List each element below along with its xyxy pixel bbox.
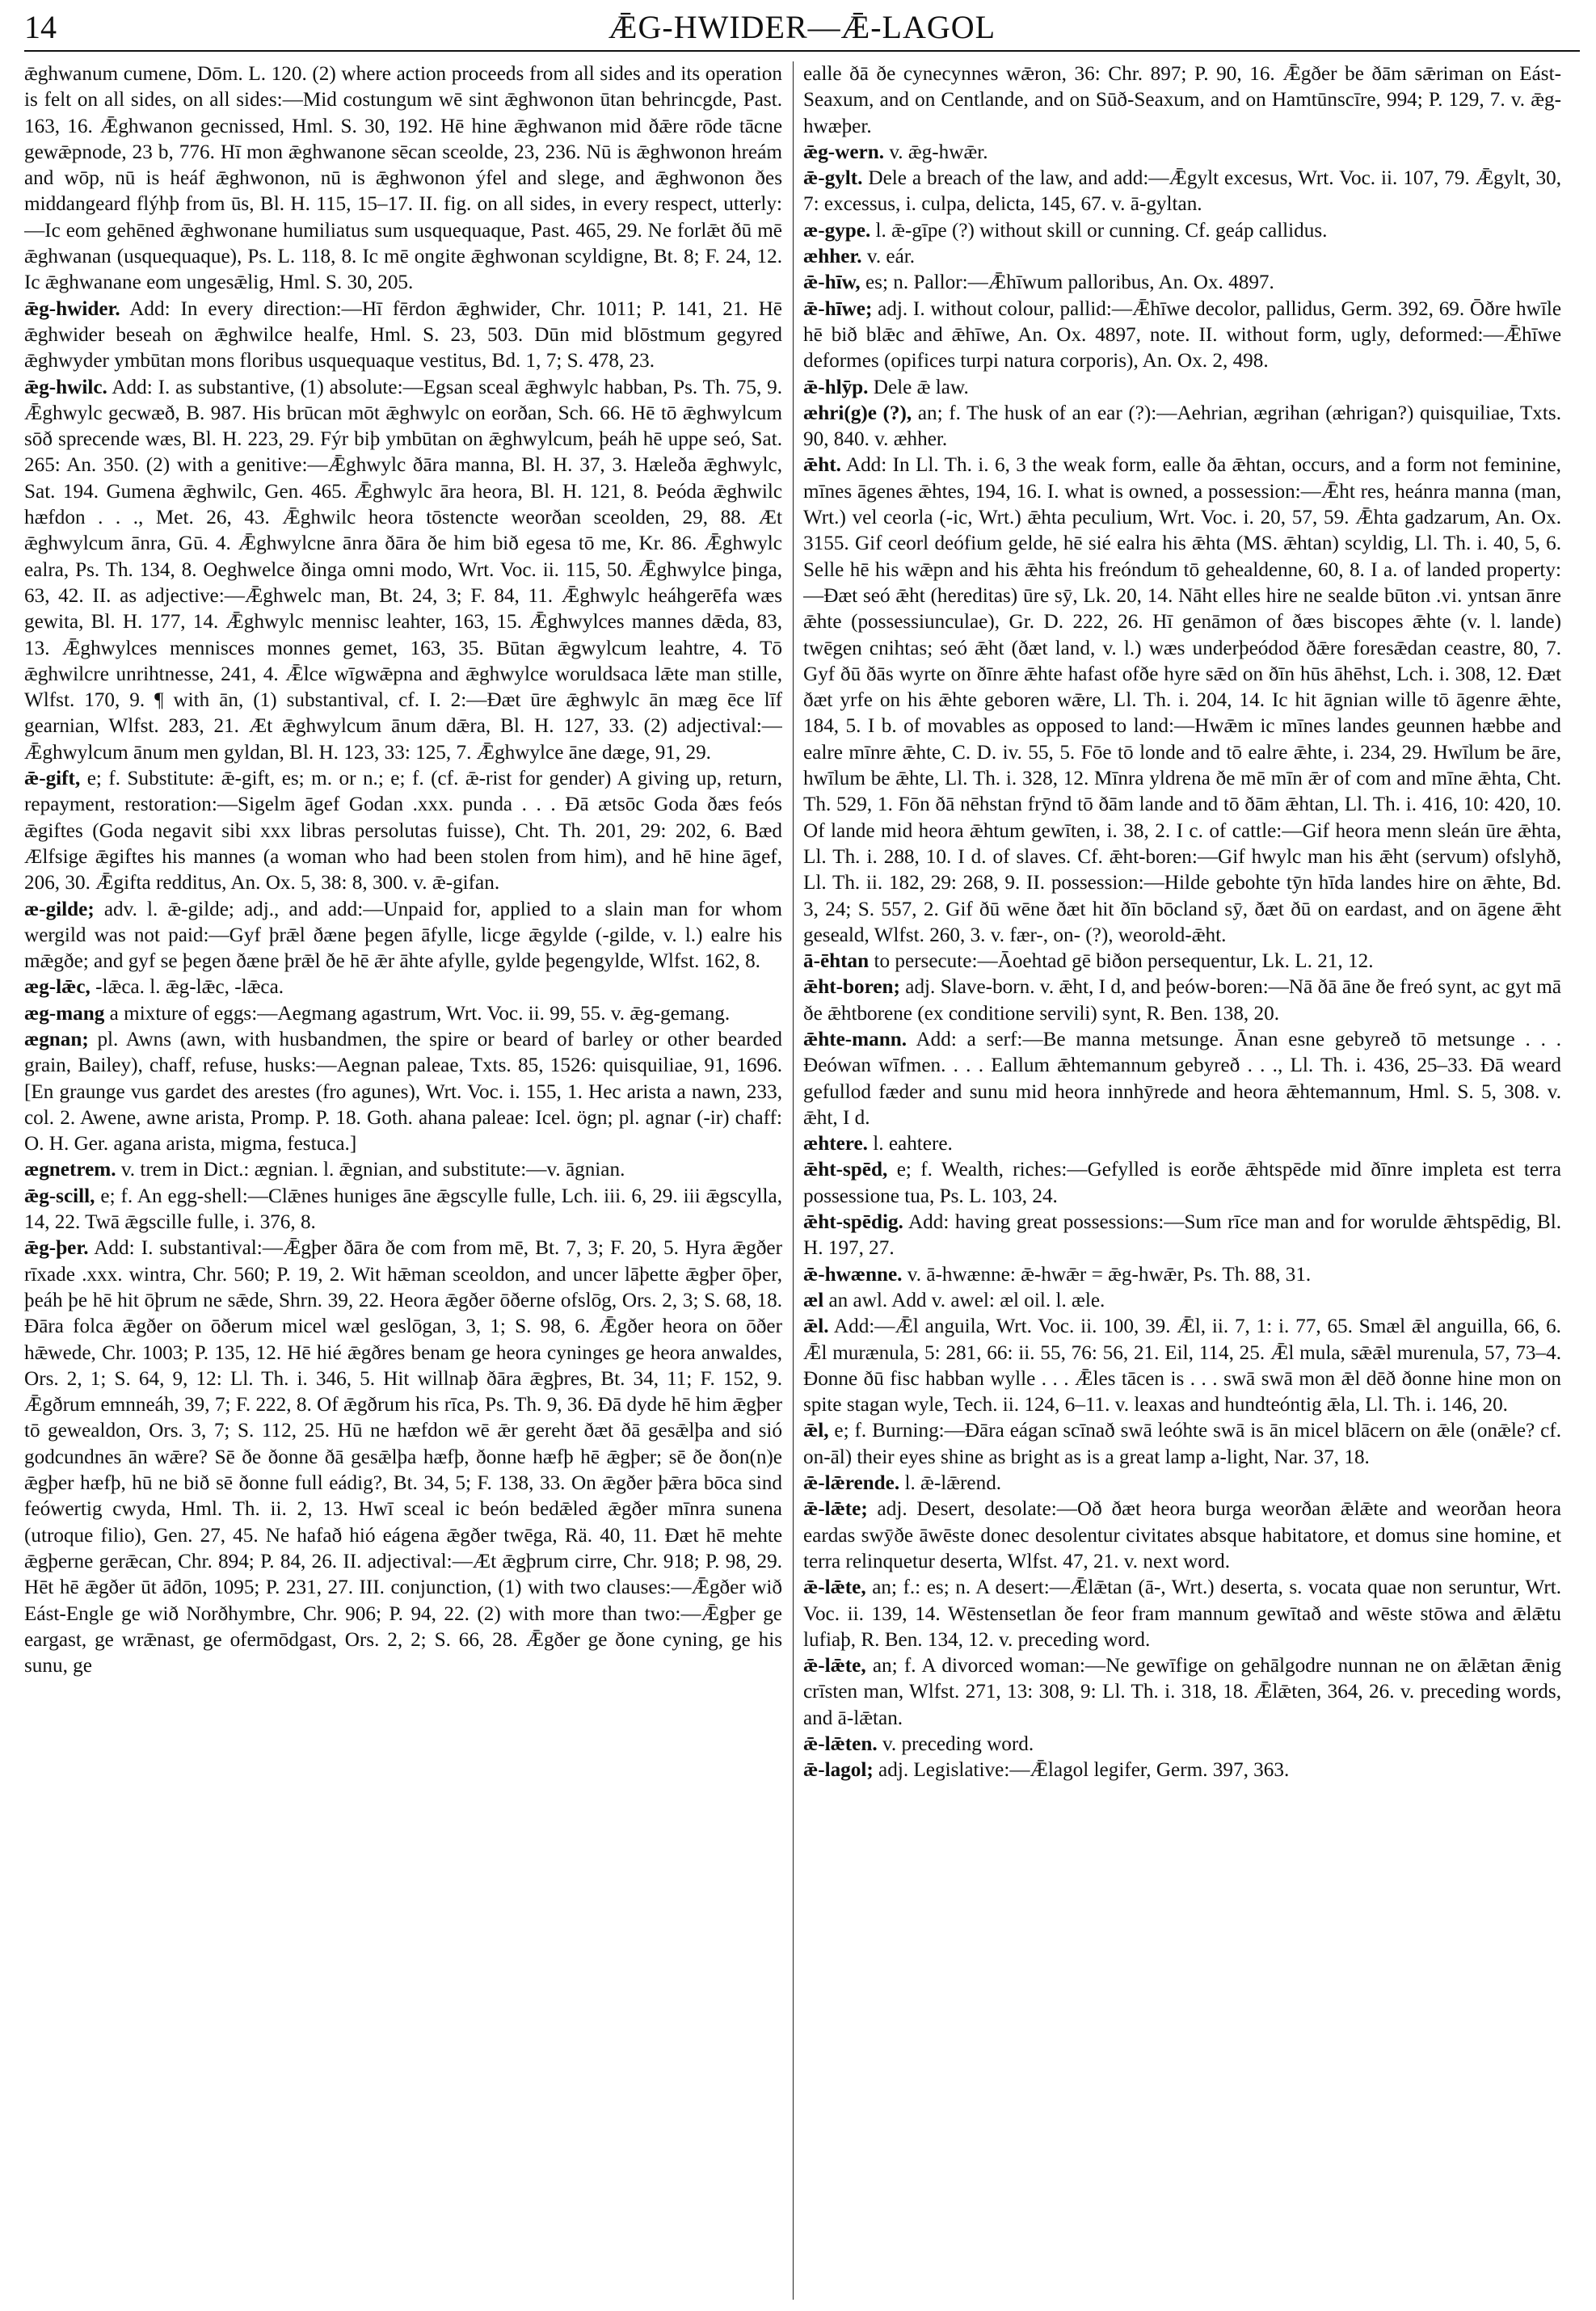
dictionary-entry (803, 1496, 1561, 1575)
entry-headword: ǣht-spēdig. (803, 1211, 903, 1234)
entry-headword: ægnetrem. (24, 1159, 116, 1181)
column-divider (793, 61, 794, 2300)
entry-text: v. trem in Dict.: ægnian. l. ǣgnian, and substitute:—v. āgnian. (120, 1159, 625, 1181)
dictionary-entry (24, 1235, 782, 1679)
entry-text: es; n. Pallor:—Ǣhīwum palloribus, An. Ox. 4897. (865, 272, 1274, 294)
entry-text: v. eár. (866, 246, 916, 268)
entry-text: v. ā-hwænne: ǣ-hwǣr = ǣg-hwǣr, Ps. Th. 88, 31. (907, 1263, 1312, 1286)
entry-headword: æ-gype. (803, 219, 871, 242)
dictionary-entry (24, 61, 782, 297)
entry-text: an; f. The husk of an ear (?):—Aehrian, ægrihan (æhrigan?) quisquiliae, Txts. 90, 840. v. æhher. (803, 402, 1561, 451)
entry-headword: ā-ēhtan (803, 950, 870, 973)
entry-headword: ǣhte-mann. (803, 1028, 907, 1050)
dictionary-entry (24, 1027, 782, 1157)
entry-headword: ǣht. (803, 454, 841, 477)
dictionary-entry (803, 949, 1561, 974)
entry-headword: ǣ-gylt. (803, 167, 863, 190)
entry-text: Add: a serf:—Be manna metsunge. Ānan esne gebyreð tō metsunge . . . Ðeówan wīfmen. . . . Eallum ǣhtemannum gebyreð . . ., Ll. Th. i. 436, 25–33. Ðā weard gefullod fæder and sunu mid heora innhȳrede and heora ǣhtemannum, Hml. S. 5, 308. v. ǣht, I d. (803, 1028, 1561, 1129)
entry-headword: æhtere. (803, 1133, 868, 1156)
entry-text: Dele a breach of the law, and add:—Ǣgylt excesus, Wrt. Voc. ii. 107, 79. Ǣgylt, 30, 7: excessus, i. culpa, delicta, 145, 67. v. ā-gyltan. (803, 167, 1561, 216)
dictionary-entry (803, 974, 1561, 1027)
entry-text: Add: I. as substantive, (1) absolute:—Egsan sceal ǣghwylc habban, Ps. Th. 75, 9. Ǣghwylc gecwæð, B. 987. His brūcan mōt ǣghwylc on eorðan, Sch. 66. Hē tō ǣghwylcum sōð sprecende wæs, Bl. H. 223, 29. Fýr biþ ymbūtan on ǣghwylcum, þeáh hē uppe seó, Sat. 265: An. 350. (2) with a genitive:—Ǣghwylc ðāra manna, Bl. H. 37, 3. Hæleða ǣghwylc, Sat. 194. Gumena ǣghwilc, Gen. 465. Ǣghwylc āra heora, Bl. H. 121, 8. Þeóda ǣghwilc hæfdon . . ., Met. 26, 43. Ǣghwilc heora tōstencte weorðan sceolden, 29, 88. Æt ǣghwylcum ānra, Gū. 4. Ǣghwylcne ānra ðāra ðe him bið egesa tō me, Kr. 86. Ǣghwylc ealra, Ps. Th. 134, 8. Oeghwelce ðinga omni modo, Wrt. Voc. ii. 115, 50. Ǣghwylce þinga, 63, 42. II. as adjective:—Ǣghwelc man, Bt. 24, 3; F. 84, 11. Ǣghwylc heáhgerēfa wæs gewita, Bl. H. 177, 14. Ǣghwylc mennisc leahter, 163, 15. Ǣghwylces mannes dǣda, 83, 13. Ǣghwylces mennisces monnes gemet, 163, 35. Būtan ǣgwylcum leahtre, 4. Tō ǣghwilcre unrihtnesse, 241, 4. Ǣlce wīgwǣpna and ǣghwylce woruldsaca lǣte man stille, Wlfst. 170, 9. ¶ with ān, (1) substantival, cf. I. 2:—Ðæt ūre ǣghwylc ān mæg ēce līf gearnian, Wlfst. 283, 21. Æt ǣghwylcum ānum dǣra, Bl. H. 127, 33. (2) adjectival:—Ǣghwylcum ānum men gyldan, Bl. H. 123, 33: 125, 7. Ǣghwylce āne dæge, 91, 29. (24, 376, 782, 764)
entry-text: e; f. An egg-shell:—Clǣnes huniges āne ǣgscylle fulle, Lch. iii. 6, 29. iii ǣgscylla, 14, 22. Twā ǣgscille fulle, i. 376, 8. (24, 1185, 782, 1234)
entry-text: an; f. A divorced woman:—Ne gewīfige on gehālgodre nunnan ne on ǣlǣtan ǣnig crīsten man, Wlfst. 271, 13: 308, 9: Ll. Th. i. 318, 18. Ǣlǣten, 364, 26. v. preceding words, and ā-lǣtan. (803, 1655, 1561, 1729)
entry-headword: ǣ-lǣte; (803, 1498, 868, 1521)
entry-text: Add: In every direction:—Hī fērdon ǣghwider, Chr. 1011; P. 141, 21. Hē ǣghwider beseah on ǣghwilce healfe, Hml. S. 23, 503. Dūn mid blōstmum gegyred ǣghwyder ymbūtan mons floribus usquequaque vestitus, Bd. 1, 7; S. 478, 23. (24, 297, 782, 373)
entry-headword: æhher. (803, 246, 862, 268)
entry-text: l. ǣ-gīpe (?) without skill or cunning. Cf. geáp callidus. (875, 219, 1328, 242)
dictionary-entry (803, 1131, 1561, 1157)
dictionary-entry (24, 375, 782, 766)
entry-headword: ǣht-boren; (803, 976, 900, 999)
entry-text: Add: In Ll. Th. i. 6, 3 the weak form, ealle ða ǣhtan, occurs, and a form not feminine, mīnes āgenes ǣhtes, 194, 16. I. what is owned, a possession:—Ǣht res, heánra manna (man, Wrt.) vel ceorla (-ic, Wrt.) ǣhta peculium, Wrt. Voc. i. 20, 57, 59. Ǣhta gadzarum, An. Ox. 3155. Gif ceorl deófium gelde, hē sié ealra his ǣhta (MS. ǣhtan) scyldig, Ll. Th. i. 40, 5, 6. Selle hē his wǣpn and his ǣhta his freóndum tō gehealdenne, 60, 8. I a. of landed property:—Ðæt seó ǣht (hereditas) ūre sȳ, Lk. 20, 14. Nāht elles hire ne sealde būton .vi. yntsan ānre ǣhte (possessiunculae), Gr. D. 222, 26. Hī genāmon of ðæs biscopes ǣhte (v. l. lande) twēgen cnihtas; seó ǣht (ðæt land, v. l.) wæs underþeódod ðǣre foresǣdan ceastre, 80, 7. Gyf ðū ðās wyrte on ðīnre ǣhte hafast ofðe hyre sǣd on ðīn hūs āhēhst, Lch. i. 308, 12. Ðæt ðæt yrfe on his ǣhte geboren wǣre, Ll. Th. i. 204, 14. Ic hit āgnian wille tō āgenre ǣhte, 184, 5. I b. of movables as opposed to land:—Hwǣm ic mīnes landes geunnen hæbbe and ealre mīnre ǣhte, C. D. iv. 55, 5. Fōe tō londe and tō ealre ǣhte, i. 234, 29. Hwīlum be āre, hwīlum be ǣhte, Ll. Th. i. 328, 12. Mīnra yldrena ðe mē mīn ǣr of com and mīne ǣhta, Cht. Th. 529, 1. Fōn ðā nēhstan frȳnd tō ðām lande and tō ðām ǣhtan, Ll. Th. i. 416, 10: 420, 10. Of lande mid heora ǣhtum gewīten, i. 38, 2. I c. of cattle:—Gif heora menn sleán ūre ǣhta, Ll. Th. i. 288, 10. I d. of slaves. Cf. ǣht-boren:—Gif hwylc man his ǣht (servum) ofslyhð, Ll. Th. ii. 182, 29: 268, 9. II. possession:—Hilde gebohte tȳn hīda landes hire on ǣhte, Bd. 3, 24; S. 557, 2. Gif ðū wēne ðæt hit ðīn bōcland sȳ, ðæt ðū on eardast, and on āgene ǣht geseald, Wlfst. 260, 3. v. fær-, on- (?), weorold-ǣht. (803, 454, 1561, 946)
dictionary-entry (24, 1184, 782, 1236)
entry-text: l. ǣ-lǣrend. (904, 1472, 1002, 1495)
entry-text: Dele ǣ law. (873, 376, 969, 398)
left-column (24, 61, 782, 2300)
dictionary-entry (803, 453, 1561, 949)
dictionary-entry (803, 401, 1561, 453)
dictionary-entry (803, 1262, 1561, 1288)
dictionary-entry (803, 1288, 1561, 1314)
entry-headword: ǣg-wern. (803, 141, 885, 163)
dictionary-entry (24, 1157, 782, 1183)
entry-headword: ǣ-lagol; (803, 1759, 874, 1782)
running-head: ǢG-HWIDER—Ǣ-LAGOL (608, 9, 996, 45)
dictionary-entry (803, 270, 1561, 296)
dictionary-entry (803, 140, 1561, 166)
entry-text: e; f. Substitute: ǣ-gift, es; m. or n.; e; f. (cf. ǣ-rist for gender) A giving up, return, repayment, restoration:—Sigelm āgef Godan .xxx. punda . . . Ðā ætsōc Goda ðæs feós ǣgiftes (Goda negavit sibi xxx libras persolutas fuisse), Cht. Th. 201, 29: 202, 6. Bæd Ælfsige ǣgiftes his mannes (a woman who had been stolen from him), and hē hine āgef, 206, 30. Ǣgifta redditus, An. Ox. 5, 38: 8, 300. v. ǣ-gifan. (24, 768, 782, 895)
dictionary-entry (803, 1418, 1561, 1471)
entry-text: ealle ðā ðe cynecynnes wǣron, 36: Chr. 897; P. 90, 16. Ǣgðer be ðām sǣriman on Eást-Seaxum, and on Centlande, and on Sūð-Seaxum, and on Hamtūnscīre, 994; P. 129, 7. v. ǣg-hwæþer. (803, 63, 1561, 137)
page-header (24, 5, 1580, 53)
entry-text: to persecute:—Āoehtad gē biðon persequentur, Lk. L. 21, 12. (874, 950, 1374, 973)
dictionary-entry (803, 1314, 1561, 1418)
dictionary-entry (803, 218, 1561, 244)
entry-headword: æg-lǣc, (24, 976, 91, 999)
entry-headword: ǣl, (803, 1420, 829, 1442)
dictionary-entry (803, 297, 1561, 375)
dictionary-entry (803, 244, 1561, 270)
entry-headword: ǣg-hwilc. (24, 376, 107, 398)
entry-text: a mixture of eggs:—Aegmang agastrum, Wrt. Voc. ii. 99, 55. v. ǣg-gemang. (109, 1002, 731, 1025)
header-rule (24, 50, 1580, 52)
dictionary-entry (803, 1210, 1561, 1262)
entry-text: Add: I. substantival:—Ǣgþer ðāra ðe com from mē, Bt. 7, 3; F. 20, 5. Hyra ǣgðer rīxade .xxx. wintra, Chr. 560; P. 19, 2. Wit hǣman sceoldon, and uncer lāþette ǣgþer ōþer, þeáh þe hē hit ōþrum ne sǣde, Shrn. 39, 22. Heora ǣgðer ōðerne ofslōg, Ors. 2, 3; S. 68, 18. Ðāra folca ǣgðer on ōðerum micel wæl geslōgan, 3, 1; S. 98, 6. Ǣgðer heora on ōðer hǣwede, Chr. 1003; P. 135, 12. Hē hié ǣgðres benam ge heora cyninges ge heora anwaldes, Ors. 2, 1; S. 64, 9, 12: Ll. Th. i. 346, 5. Hit willnaþ ðāra ǣgþres, Bt. 34, 11; F. 152, 9. Ǣgðrum emnneáh, 39, 7; F. 222, 8. Of ǣgðrum his rīca, Ps. Th. 9, 36. Ðā dyde hē him ǣgþer tō gewealdon, Ors. 3, 7; S. 112, 25. Hū ne hæfdon wē ǣr gereht ðæt ðā gesǣlþa and sió godcundnes ān wǣre? Sē ðe ðonne ðā gesǣlþa hæfþ, ðonne hæfþ hē ǣgþer; sē ðe ðon(n)e ǣgþer hæfþ, hū ne bið sē ðonne full eádig?, Bt. 34, 5; F. 138, 33. On ǣgðer þǣra bōca sind feówertig cwyda, Hml. Th. ii. 2, 13. Hwī sceal ic beón bedǣled ǣgðer mīnra sunena (utroque filio), Gen. 27, 45. Ne hafað hió eágena ǣgðer twēga, Rä. 40, 11. Ðæt hē mehte ǣgþerne gerǣcan, Chr. 894; P. 84, 26. II. adjectival:—Æt ǣgþrum cirre, Chr. 918; P. 98, 29. Hēt hē ǣgðer ūt āḋōn, 1095; P. 231, 27. III. conjunction, (1) with two clauses:—Ǣgðer wið Eást-Engle ge wið Norðhymbre, Chr. 906; P. 94, 22. (2) with more than two:—Ǣgþer ge eargast, ge wrǣnast, ge ofermōdgast, Ors. 2, 2; S. 66, 28. Ǣgðer ge ðone cyning, ge his sunu, ge (24, 1237, 782, 1677)
entry-headword: ǣ-lǣrende. (803, 1472, 900, 1495)
dictionary-entry (24, 1001, 782, 1027)
entry-headword: ǣ-hīw, (803, 272, 861, 294)
entry-text: adj. I. without colour, pallid:—Ǣhīwe decolor, pallidus, Germ. 392, 69. Ōðre hwīle hē bið blǣc and ǣhīwe, An. Ox. 4897, note. II. without form, ugly, deformed:—Ǣhīwe deformes (opifices turpi natura corporis), An. Ox. 2, 498. (803, 297, 1561, 373)
entry-text: adj. Desert, desolate:—Oð ðæt heora burga weorðan ǣlǣte and weorðan heora eardas swȳðe āwēste donec desolentur civitates absque habitatore, et domus sine homine, et terra relinquetur deserta, Wlfst. 47, 21. v. next word. (803, 1498, 1561, 1572)
dictionary-entry (803, 61, 1561, 140)
entry-headword: æl (803, 1289, 824, 1311)
dictionary-entry (24, 897, 782, 975)
entry-text: e; f. Wealth, riches:—Gefylled is eorðe ǣhtspēde mid ðīnre impleta est terra possessione tua, Ps. L. 103, 24. (803, 1159, 1561, 1207)
dictionary-entry (803, 1471, 1561, 1496)
entry-headword: ægnan; (24, 1028, 89, 1050)
entry-headword: ǣg-scill, (24, 1185, 95, 1207)
page-number: 14 (24, 9, 57, 45)
dictionary-entry (803, 1757, 1561, 1783)
dictionary-entry (24, 766, 782, 896)
entry-text: adv. l. ǣ-gilde; adj., and add:—Unpaid for, applied to a slain man for whom wergild was not paid:—Gyf þrǣl ðæne þegen āfylle, licge ǣgylde (-gilde, v. l.) ealre his mǣgðe; and gyf se þegen ðæne þrǣl ðe hē ǣr āhte afylle, gylde þegengylde, Wlfst. 162, 8. (24, 898, 782, 973)
entry-headword: ǣ-lǣte, (803, 1655, 866, 1677)
dictionary-entry (803, 1732, 1561, 1757)
entry-headword: ǣg-hwider. (24, 297, 120, 320)
dictionary-entry (803, 166, 1561, 218)
entry-text: adj. Slave-born. v. ǣht, I d, and þeów-boren:—Nā ðā āne ðe freó synt, ac gyt mā ðe ǣhtborene (ex conditione servili) synt, R. Ben. 138, 20. (803, 976, 1561, 1025)
entry-headword: ǣl. (803, 1315, 829, 1338)
entry-headword: æg-mang (24, 1002, 105, 1025)
entry-headword: ǣ-hwænne. (803, 1263, 903, 1286)
dictionary-entry (803, 1157, 1561, 1210)
entry-headword: ǣ-gift, (24, 768, 81, 790)
entry-text: l. eahtere. (873, 1133, 953, 1156)
entry-text: -lǣca. l. ǣg-lǣc, -lǣca. (95, 976, 284, 999)
right-column (803, 61, 1561, 2300)
entry-headword: ǣ-hīwe; (803, 297, 873, 320)
entry-text: Add: having great possessions:—Sum rīce man and for worulde ǣhtspēdig, Bl. H. 197, 27. (803, 1211, 1561, 1260)
entry-headword: ǣ-lǣte, (803, 1576, 866, 1599)
entry-headword: ǣg-þer. (24, 1237, 89, 1260)
entry-headword: æhri(g)e (?), (803, 402, 912, 424)
dictionary-entry (24, 974, 782, 1000)
entry-headword: ǣ-lǣten. (803, 1733, 878, 1755)
dictionary-entry (803, 1575, 1561, 1653)
entry-text: v. ǣg-hwǣr. (889, 141, 988, 163)
entry-headword: ǣht-spēd, (803, 1159, 888, 1181)
dictionary-entry (803, 1027, 1561, 1131)
dictionary-entry (24, 297, 782, 375)
entry-text: pl. Awns (awn, with husbandmen, the spire or beard of barley or other bearded grain, Bailey), chaff, refuse, husks:—Aegnan paleae, Txts. 85, 1526: quisquiliae, 91, 1696. [En graunge vus gardet des arestes (fro agunes), Wrt. Voc. i. 155, 1. Hec arista a nawn, 233, col. 2. Awene, awne arista, Promp. P. 18. Goth. ahana paleae: Icel. ögn; pl. agnar (-ir) chaff: O. H. Ger. agana arista, migma, festuca.] (24, 1028, 782, 1156)
entry-text: v. preceding word. (882, 1733, 1034, 1755)
entry-text: e; f. Burning:—Ðāra eágan scīnað swā leóhte swā is ān micel blācern on ǣle (onǣle? cf. on-āl) their eyes shine as bright as is a great lamp a-light, Nar. 37, 18. (803, 1420, 1561, 1468)
dictionary-entry (803, 1653, 1561, 1732)
entry-headword: ǣ-hlȳp. (803, 376, 869, 398)
entry-text: an awl. Add v. awel: æl oil. l. æle. (828, 1289, 1105, 1311)
entry-text: ǣghwanum cumene, Dōm. L. 120. (2) where action proceeds from all sides and its operation is felt on all sides, on all sides:—Mid costungum wē sint ǣghwonon ūtan behrincgde, Past. 163, 16. Ǣghwanon gecnissed, Hml. S. 30, 192. Hē hine ǣghwanon mid ðǣre rōde tācne gewǣpnode, 23 b, 776. Hī mon ǣghwanone sēcan sceolde, 23, 236. Nū is ǣghwonon hreám and wōp, nū is heáf ǣghwonon, nū is ǣghwonon ýfel and slege, and ǣghwonon ðes middangeard flýhþ from ūs, Bl. H. 115, 15–17. II. fig. on all sides, in every respect, utterly:—Ic eom gehēned ǣghwonane humiliatus sum usquequaque, Past. 465, 29. Ne forlǣt ðū mē ǣghwanan (usquequaque), Ps. L. 118, 8. Ic mē ongite ǣghwonan scyldigne, Bt. 8; F. 24, 12. Ic ǣghwanane eom ungesǣlig, Hml. S. 30, 205. (24, 63, 782, 294)
entry-text: Add:—Ǣl anguila, Wrt. Voc. ii. 100, 39. Ǣl, ii. 7, 1: i. 77, 65. Smæl ǣl anguilla, 66, 6. Ǣl murænula, 5: 281, 66: ii. 55, 76: 56, 21. Eil, 114, 25. Ǣl mula, sǣǣl murenula, 57, 73–4. Ðonne ðū fisc habban wylle . . . Ǣles tācen is . . . swā swā mon ǣl dēð ðonne hine mon on spite stagan wyle, Tech. ii. 124, 6–11. v. leaxas and hundteóntig ǣla, Ll. Th. i. 146, 20. (803, 1315, 1561, 1416)
entry-text: an; f.: es; n. A desert:—Ǣlǣtan (ā-, Wrt.) deserta, s. vocata quae non seruntur, Wrt. Voc. ii. 139, 14. Wēstensetlan ðe feor fram mannum gewītað and wēste stōwa and ǣlǣtu lufiaþ, R. Ben. 134, 12. v. preceding word. (803, 1576, 1561, 1651)
dictionary-entry (803, 375, 1561, 401)
entry-text: adj. Legislative:—Ǣlagol legifer, Germ. 397, 363. (878, 1759, 1290, 1782)
entry-headword: æ-gilde; (24, 898, 95, 920)
